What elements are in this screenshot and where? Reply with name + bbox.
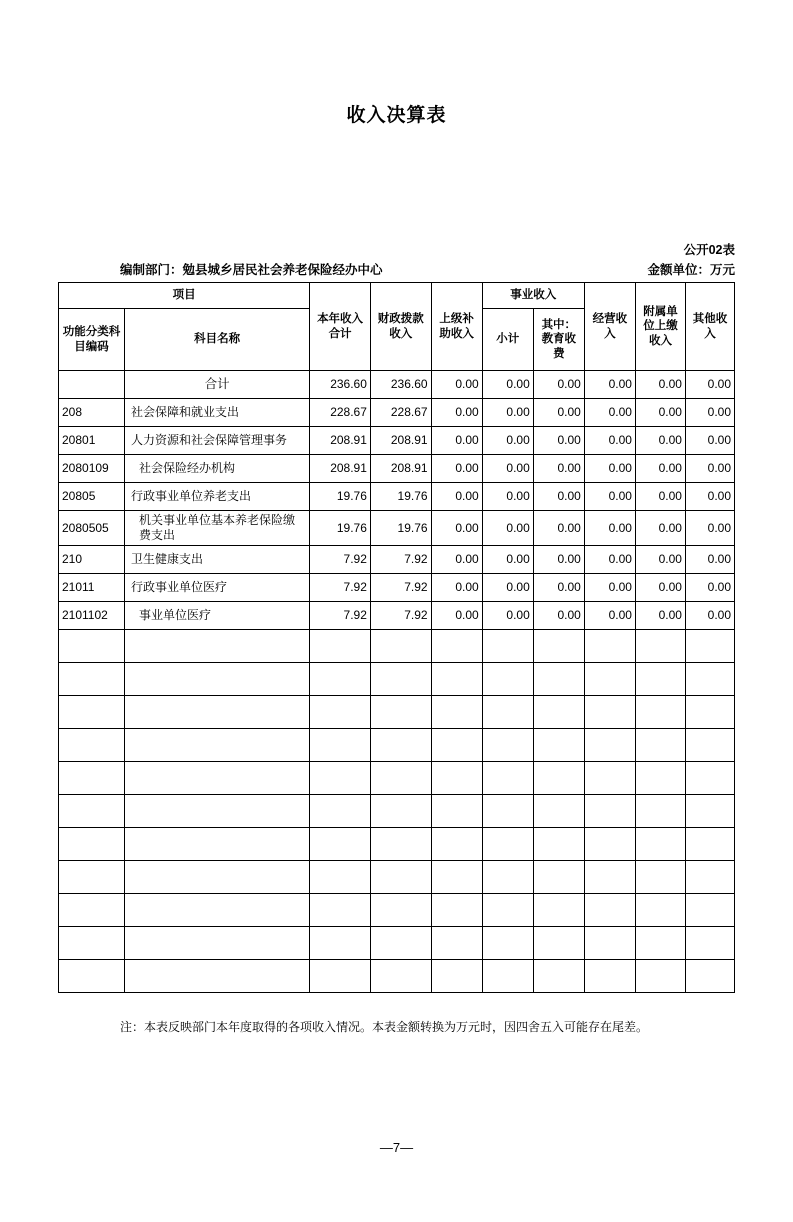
cell-empty <box>370 828 431 861</box>
cell-empty <box>533 861 584 894</box>
cell-fiscal-appropriation: 7.92 <box>370 546 431 574</box>
table-row-empty <box>59 894 735 927</box>
cell-empty <box>685 630 734 663</box>
cell-empty <box>635 894 685 927</box>
cell-other-income: 0.00 <box>685 483 734 511</box>
header-business-subtotal: 小计 <box>482 309 533 371</box>
cell-empty <box>125 729 310 762</box>
cell-empty <box>685 696 734 729</box>
cell-empty <box>310 927 371 960</box>
cell-subject-name: 人力资源和社会保障管理事务 <box>125 427 310 455</box>
cell-empty <box>584 828 635 861</box>
cell-empty <box>59 927 125 960</box>
cell-func-code: 21011 <box>59 574 125 602</box>
cell-empty <box>125 927 310 960</box>
cell-empty <box>635 729 685 762</box>
cell-business-subtotal: 0.00 <box>482 511 533 546</box>
cell-empty <box>685 762 734 795</box>
cell-func-code: 2101102 <box>59 602 125 630</box>
cell-empty <box>310 828 371 861</box>
cell-business-subtotal: 0.00 <box>482 602 533 630</box>
header-business-income-group: 事业收入 <box>482 283 584 309</box>
table-row-total <box>59 371 735 399</box>
cell-operating-income: 0.00 <box>584 371 635 399</box>
cell-empty <box>431 696 482 729</box>
table-row <box>59 574 735 602</box>
cell-empty <box>125 696 310 729</box>
cell-empty <box>635 696 685 729</box>
cell-affiliated-unit-payment: 0.00 <box>635 455 685 483</box>
cell-empty <box>59 795 125 828</box>
cell-empty <box>59 663 125 696</box>
cell-superior-subsidy: 0.00 <box>431 427 482 455</box>
cell-superior-subsidy: 0.00 <box>431 511 482 546</box>
cell-business-education-fee: 0.00 <box>533 574 584 602</box>
cell-empty <box>370 762 431 795</box>
cell-affiliated-unit-payment: 0.00 <box>635 371 685 399</box>
cell-year-income-total: 208.91 <box>310 455 371 483</box>
cell-empty <box>482 927 533 960</box>
cell-func-code: 2080505 <box>59 511 125 546</box>
cell-empty <box>482 861 533 894</box>
cell-operating-income: 0.00 <box>584 511 635 546</box>
cell-empty <box>533 927 584 960</box>
cell-empty <box>533 960 584 993</box>
table-row-empty <box>59 696 735 729</box>
cell-empty <box>482 762 533 795</box>
cell-empty <box>125 795 310 828</box>
table-row <box>59 483 735 511</box>
cell-business-subtotal: 0.00 <box>482 399 533 427</box>
cell-func-code: 20801 <box>59 427 125 455</box>
table-row <box>59 399 735 427</box>
cell-empty <box>635 630 685 663</box>
cell-empty <box>635 762 685 795</box>
cell-empty <box>310 729 371 762</box>
cell-empty <box>533 894 584 927</box>
cell-empty <box>59 762 125 795</box>
cell-year-income-total: 7.92 <box>310 546 371 574</box>
cell-empty <box>310 795 371 828</box>
cell-empty <box>370 960 431 993</box>
cell-empty <box>431 861 482 894</box>
table-row-empty <box>59 663 735 696</box>
cell-superior-subsidy: 0.00 <box>431 455 482 483</box>
header-subject-name: 科目名称 <box>125 309 310 371</box>
table-row-empty <box>59 960 735 993</box>
cell-affiliated-unit-payment: 0.00 <box>635 427 685 455</box>
cell-empty <box>685 795 734 828</box>
cell-empty <box>125 630 310 663</box>
table-row-empty <box>59 630 735 663</box>
cell-operating-income: 0.00 <box>584 455 635 483</box>
cell-empty <box>584 894 635 927</box>
cell-empty <box>59 828 125 861</box>
cell-year-income-total: 208.91 <box>310 427 371 455</box>
cell-empty <box>431 795 482 828</box>
cell-empty <box>685 927 734 960</box>
cell-empty <box>584 960 635 993</box>
cell-business-subtotal: 0.00 <box>482 546 533 574</box>
table-row-empty <box>59 927 735 960</box>
cell-operating-income: 0.00 <box>584 546 635 574</box>
header-project-group: 项目 <box>59 283 310 309</box>
cell-empty <box>533 729 584 762</box>
cell-empty <box>533 630 584 663</box>
cell-empty <box>431 663 482 696</box>
header-operating-income: 经营收入 <box>584 283 635 371</box>
cell-empty <box>635 960 685 993</box>
cell-empty <box>482 729 533 762</box>
form-number: 公开02表 <box>683 243 735 257</box>
cell-year-income-total: 19.76 <box>310 511 371 546</box>
header-business-education-fee: 其中：教育收费 <box>533 309 584 371</box>
cell-func-code: 20805 <box>59 483 125 511</box>
cell-empty <box>584 630 635 663</box>
cell-empty <box>310 630 371 663</box>
cell-other-income: 0.00 <box>685 427 734 455</box>
cell-empty <box>59 696 125 729</box>
page-title: 收入决算表 <box>346 105 447 126</box>
cell-fiscal-appropriation: 19.76 <box>370 483 431 511</box>
header-fiscal-appropriation: 财政拨款收入 <box>370 283 431 371</box>
amount-unit: 金额单位：万元 <box>647 263 735 277</box>
table-row <box>59 455 735 483</box>
cell-superior-subsidy: 0.00 <box>431 574 482 602</box>
header-affiliated-unit-payment: 附属单位上缴收入 <box>635 283 685 371</box>
cell-empty <box>584 729 635 762</box>
cell-empty <box>310 663 371 696</box>
cell-empty <box>125 960 310 993</box>
cell-affiliated-unit-payment: 0.00 <box>635 483 685 511</box>
cell-empty <box>533 828 584 861</box>
cell-superior-subsidy: 0.00 <box>431 546 482 574</box>
header-other-income: 其他收入 <box>685 283 734 371</box>
cell-fiscal-appropriation: 236.60 <box>370 371 431 399</box>
table-row <box>59 427 735 455</box>
cell-empty <box>431 894 482 927</box>
cell-other-income: 0.00 <box>685 574 734 602</box>
cell-business-education-fee: 0.00 <box>533 427 584 455</box>
cell-empty <box>635 663 685 696</box>
cell-empty <box>370 663 431 696</box>
cell-business-education-fee: 0.00 <box>533 483 584 511</box>
header-year-income-total: 本年收入合计 <box>310 283 371 371</box>
cell-subject-name: 行政事业单位医疗 <box>125 574 310 602</box>
cell-empty <box>310 960 371 993</box>
cell-empty <box>431 630 482 663</box>
table-row-empty <box>59 729 735 762</box>
cell-subject-name: 卫生健康支出 <box>125 546 310 574</box>
cell-empty <box>584 762 635 795</box>
cell-operating-income: 0.00 <box>584 574 635 602</box>
cell-empty <box>533 795 584 828</box>
cell-other-income: 0.00 <box>685 455 734 483</box>
cell-empty <box>370 927 431 960</box>
cell-empty <box>584 861 635 894</box>
cell-business-subtotal: 0.00 <box>482 427 533 455</box>
cell-empty <box>584 795 635 828</box>
cell-fiscal-appropriation: 208.91 <box>370 427 431 455</box>
cell-empty <box>125 828 310 861</box>
cell-subject-name: 社会保险经办机构 <box>125 455 310 483</box>
cell-subject-name: 行政事业单位养老支出 <box>125 483 310 511</box>
cell-superior-subsidy: 0.00 <box>431 371 482 399</box>
cell-affiliated-unit-payment: 0.00 <box>635 574 685 602</box>
cell-affiliated-unit-payment: 0.00 <box>635 511 685 546</box>
cell-other-income: 0.00 <box>685 546 734 574</box>
cell-business-education-fee: 0.00 <box>533 455 584 483</box>
cell-empty <box>533 696 584 729</box>
cell-empty <box>482 795 533 828</box>
cell-operating-income: 0.00 <box>584 399 635 427</box>
cell-empty <box>370 894 431 927</box>
cell-empty <box>482 894 533 927</box>
cell-func-code: 208 <box>59 399 125 427</box>
cell-empty <box>310 894 371 927</box>
cell-empty <box>370 861 431 894</box>
cell-other-income: 0.00 <box>685 511 734 546</box>
cell-year-income-total: 19.76 <box>310 483 371 511</box>
cell-total-label: 合计 <box>125 371 310 399</box>
cell-empty <box>310 762 371 795</box>
cell-empty <box>685 663 734 696</box>
cell-fiscal-appropriation: 19.76 <box>370 511 431 546</box>
cell-func-code <box>59 371 125 399</box>
cell-empty <box>310 696 371 729</box>
cell-year-income-total: 7.92 <box>310 602 371 630</box>
cell-empty <box>59 630 125 663</box>
cell-func-code: 2080109 <box>59 455 125 483</box>
cell-subject-name: 社会保障和就业支出 <box>125 399 310 427</box>
cell-business-subtotal: 0.00 <box>482 455 533 483</box>
cell-business-education-fee: 0.00 <box>533 602 584 630</box>
cell-business-subtotal: 0.00 <box>482 371 533 399</box>
cell-empty <box>685 894 734 927</box>
cell-empty <box>482 696 533 729</box>
table-row <box>59 511 735 546</box>
cell-year-income-total: 7.92 <box>310 574 371 602</box>
cell-empty <box>370 630 431 663</box>
cell-empty <box>431 828 482 861</box>
income-final-accounts-table <box>58 282 735 993</box>
cell-operating-income: 0.00 <box>584 483 635 511</box>
cell-empty <box>584 927 635 960</box>
cell-business-subtotal: 0.00 <box>482 483 533 511</box>
cell-operating-income: 0.00 <box>584 427 635 455</box>
cell-year-income-total: 236.60 <box>310 371 371 399</box>
cell-empty <box>431 960 482 993</box>
cell-empty <box>431 729 482 762</box>
cell-empty <box>685 729 734 762</box>
cell-empty <box>635 861 685 894</box>
cell-empty <box>125 762 310 795</box>
cell-empty <box>584 663 635 696</box>
cell-empty <box>370 696 431 729</box>
cell-superior-subsidy: 0.00 <box>431 602 482 630</box>
cell-affiliated-unit-payment: 0.00 <box>635 602 685 630</box>
cell-empty <box>685 960 734 993</box>
table-row-empty <box>59 795 735 828</box>
cell-operating-income: 0.00 <box>584 602 635 630</box>
cell-affiliated-unit-payment: 0.00 <box>635 399 685 427</box>
cell-empty <box>635 927 685 960</box>
cell-business-education-fee: 0.00 <box>533 546 584 574</box>
cell-empty <box>59 894 125 927</box>
page-number: —7— <box>379 1140 414 1155</box>
cell-fiscal-appropriation: 7.92 <box>370 602 431 630</box>
cell-business-subtotal: 0.00 <box>482 574 533 602</box>
cell-empty <box>125 663 310 696</box>
cell-empty <box>584 696 635 729</box>
table-row <box>59 602 735 630</box>
cell-empty <box>533 762 584 795</box>
cell-fiscal-appropriation: 228.67 <box>370 399 431 427</box>
cell-subject-name: 事业单位医疗 <box>125 602 310 630</box>
department-label: 编制部门：勉县城乡居民社会养老保险经办中心 <box>120 263 383 277</box>
cell-business-education-fee: 0.00 <box>533 511 584 546</box>
cell-fiscal-appropriation: 208.91 <box>370 455 431 483</box>
table-body <box>59 371 735 993</box>
cell-func-code: 210 <box>59 546 125 574</box>
document-page <box>0 100 793 1222</box>
cell-empty <box>635 795 685 828</box>
cell-other-income: 0.00 <box>685 371 734 399</box>
table-note: 注：本表反映部门本年度取得的各项收入情况。本表金额转换为万元时，因四舍五入可能存在尾差。 <box>120 1020 649 1034</box>
cell-empty <box>59 861 125 894</box>
cell-empty <box>370 729 431 762</box>
cell-superior-subsidy: 0.00 <box>431 483 482 511</box>
cell-empty <box>59 960 125 993</box>
cell-empty <box>482 828 533 861</box>
cell-empty <box>310 861 371 894</box>
cell-affiliated-unit-payment: 0.00 <box>635 546 685 574</box>
table-row-empty <box>59 828 735 861</box>
table-row-empty <box>59 861 735 894</box>
cell-empty <box>431 762 482 795</box>
cell-empty <box>482 960 533 993</box>
cell-year-income-total: 228.67 <box>310 399 371 427</box>
cell-empty <box>482 630 533 663</box>
cell-subject-name: 机关事业单位基本养老保险缴费支出 <box>125 511 310 546</box>
header-func-code: 功能分类科目编码 <box>59 309 125 371</box>
cell-empty <box>431 927 482 960</box>
cell-business-education-fee: 0.00 <box>533 399 584 427</box>
header-superior-subsidy: 上级补助收入 <box>431 283 482 371</box>
cell-business-education-fee: 0.00 <box>533 371 584 399</box>
cell-empty <box>533 663 584 696</box>
cell-empty <box>685 861 734 894</box>
cell-superior-subsidy: 0.00 <box>431 399 482 427</box>
table-row-empty <box>59 762 735 795</box>
cell-empty <box>635 828 685 861</box>
cell-other-income: 0.00 <box>685 399 734 427</box>
cell-empty <box>370 795 431 828</box>
cell-empty <box>125 861 310 894</box>
cell-empty <box>125 894 310 927</box>
cell-empty <box>685 828 734 861</box>
table-row <box>59 546 735 574</box>
cell-fiscal-appropriation: 7.92 <box>370 574 431 602</box>
cell-empty <box>59 729 125 762</box>
cell-empty <box>482 663 533 696</box>
cell-other-income: 0.00 <box>685 602 734 630</box>
